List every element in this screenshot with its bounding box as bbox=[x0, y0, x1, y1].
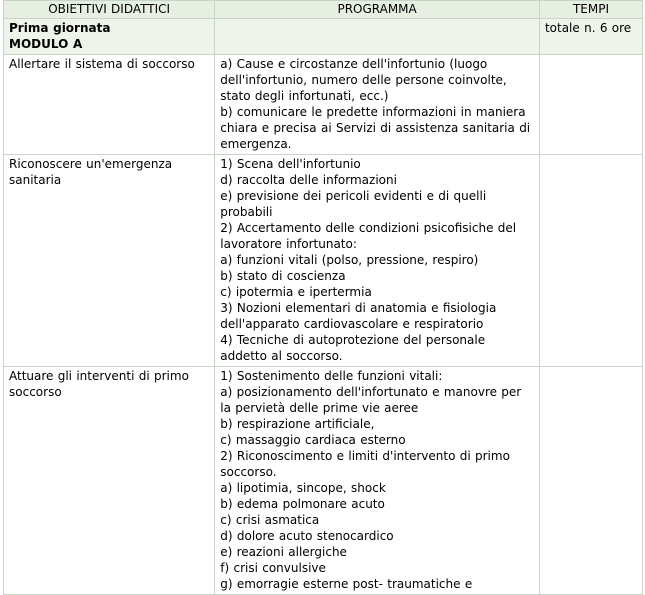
program-line: 4) Tecniche di autoprotezione del personale addetto al soccorso. bbox=[220, 333, 486, 363]
program-cell bbox=[215, 55, 540, 155]
times-cell bbox=[539, 155, 642, 367]
program-line: 1) Scena dell'infortunio bbox=[220, 157, 361, 171]
program-line: f) crisi convulsive bbox=[220, 561, 326, 575]
program-line: c) ipotermia e ipertermia bbox=[220, 285, 372, 299]
objective-text: Riconoscere un'emergenza sanitaria bbox=[9, 157, 173, 187]
section-row bbox=[4, 19, 643, 55]
section-module: MODULO A bbox=[9, 37, 83, 51]
program-line: b) edema polmonare acuto bbox=[220, 497, 385, 511]
program-line: 2) Accertamento delle condizioni psicofisiche del lavoratore infortunato: bbox=[220, 221, 517, 251]
header-objectives: OBIETTIVI DIDATTICI bbox=[4, 1, 215, 19]
section-times-cell bbox=[539, 19, 642, 55]
program-line: e) previsione dei pericoli evidenti e di quelli probabili bbox=[220, 189, 487, 219]
table-row bbox=[4, 155, 643, 367]
program-line: a) lipotimia, sincope, shock bbox=[220, 481, 386, 495]
table-header-row bbox=[4, 1, 643, 19]
times-cell bbox=[539, 55, 642, 155]
program-line: b) respirazione artificiale, bbox=[220, 417, 375, 431]
program-line: 2) Riconoscimento e limiti d'intervento di primo soccorso. bbox=[220, 449, 510, 479]
program-line: 3) Nozioni elementari di anatomia e fisiologia dell'apparato cardiovascolare e respiratorio bbox=[220, 301, 497, 331]
header-times: TEMPI bbox=[539, 1, 642, 19]
objective-text: Allertare il sistema di soccorso bbox=[9, 57, 195, 71]
program-line: b) stato di coscienza bbox=[220, 269, 346, 283]
objective-text: Attuare gli interventi di primo soccorso bbox=[9, 369, 189, 399]
objective-cell bbox=[4, 155, 215, 367]
program-line: c) crisi asmatica bbox=[220, 513, 320, 527]
section-title-cell bbox=[4, 19, 215, 55]
program-cell bbox=[215, 155, 540, 367]
program-cell bbox=[215, 367, 540, 595]
table-row bbox=[4, 367, 643, 595]
objective-cell bbox=[4, 367, 215, 595]
section-program-cell bbox=[215, 19, 540, 55]
section-total-hours: totale n. 6 ore bbox=[544, 21, 632, 35]
program-line: 1) Sostenimento delle funzioni vitali: bbox=[220, 369, 443, 383]
times-cell bbox=[539, 367, 642, 595]
program-line: e) reazioni allergiche bbox=[220, 545, 347, 559]
objective-cell bbox=[4, 55, 215, 155]
table-row bbox=[4, 55, 643, 155]
program-line: a) funzioni vitali (polso, pressione, respiro) bbox=[220, 253, 479, 267]
program-line: a) posizionamento dell'infortunato e manovre per la pervietà delle prime vie aeree bbox=[220, 385, 522, 415]
course-program-table bbox=[3, 0, 643, 595]
header-program: PROGRAMMA bbox=[215, 1, 540, 19]
program-line: d) dolore acuto stenocardico bbox=[220, 529, 394, 543]
program-line: g) emorragie esterne post- traumatiche e bbox=[220, 577, 473, 591]
program-line: c) massaggio cardiaca esterno bbox=[220, 433, 406, 447]
program-line: a) Cause e circostanze dell'infortunio (luogo dell'infortunio, numero delle persone coinvolte, stato degli infortunati, ecc.) bbox=[220, 57, 507, 103]
section-day: Prima giornata bbox=[9, 21, 111, 35]
program-line: d) raccolta delle informazioni bbox=[220, 173, 397, 187]
program-line: b) comunicare le predette informazioni in maniera chiara e precisa ai Servizi di assistenza sanitaria di emergenza. bbox=[220, 105, 531, 151]
